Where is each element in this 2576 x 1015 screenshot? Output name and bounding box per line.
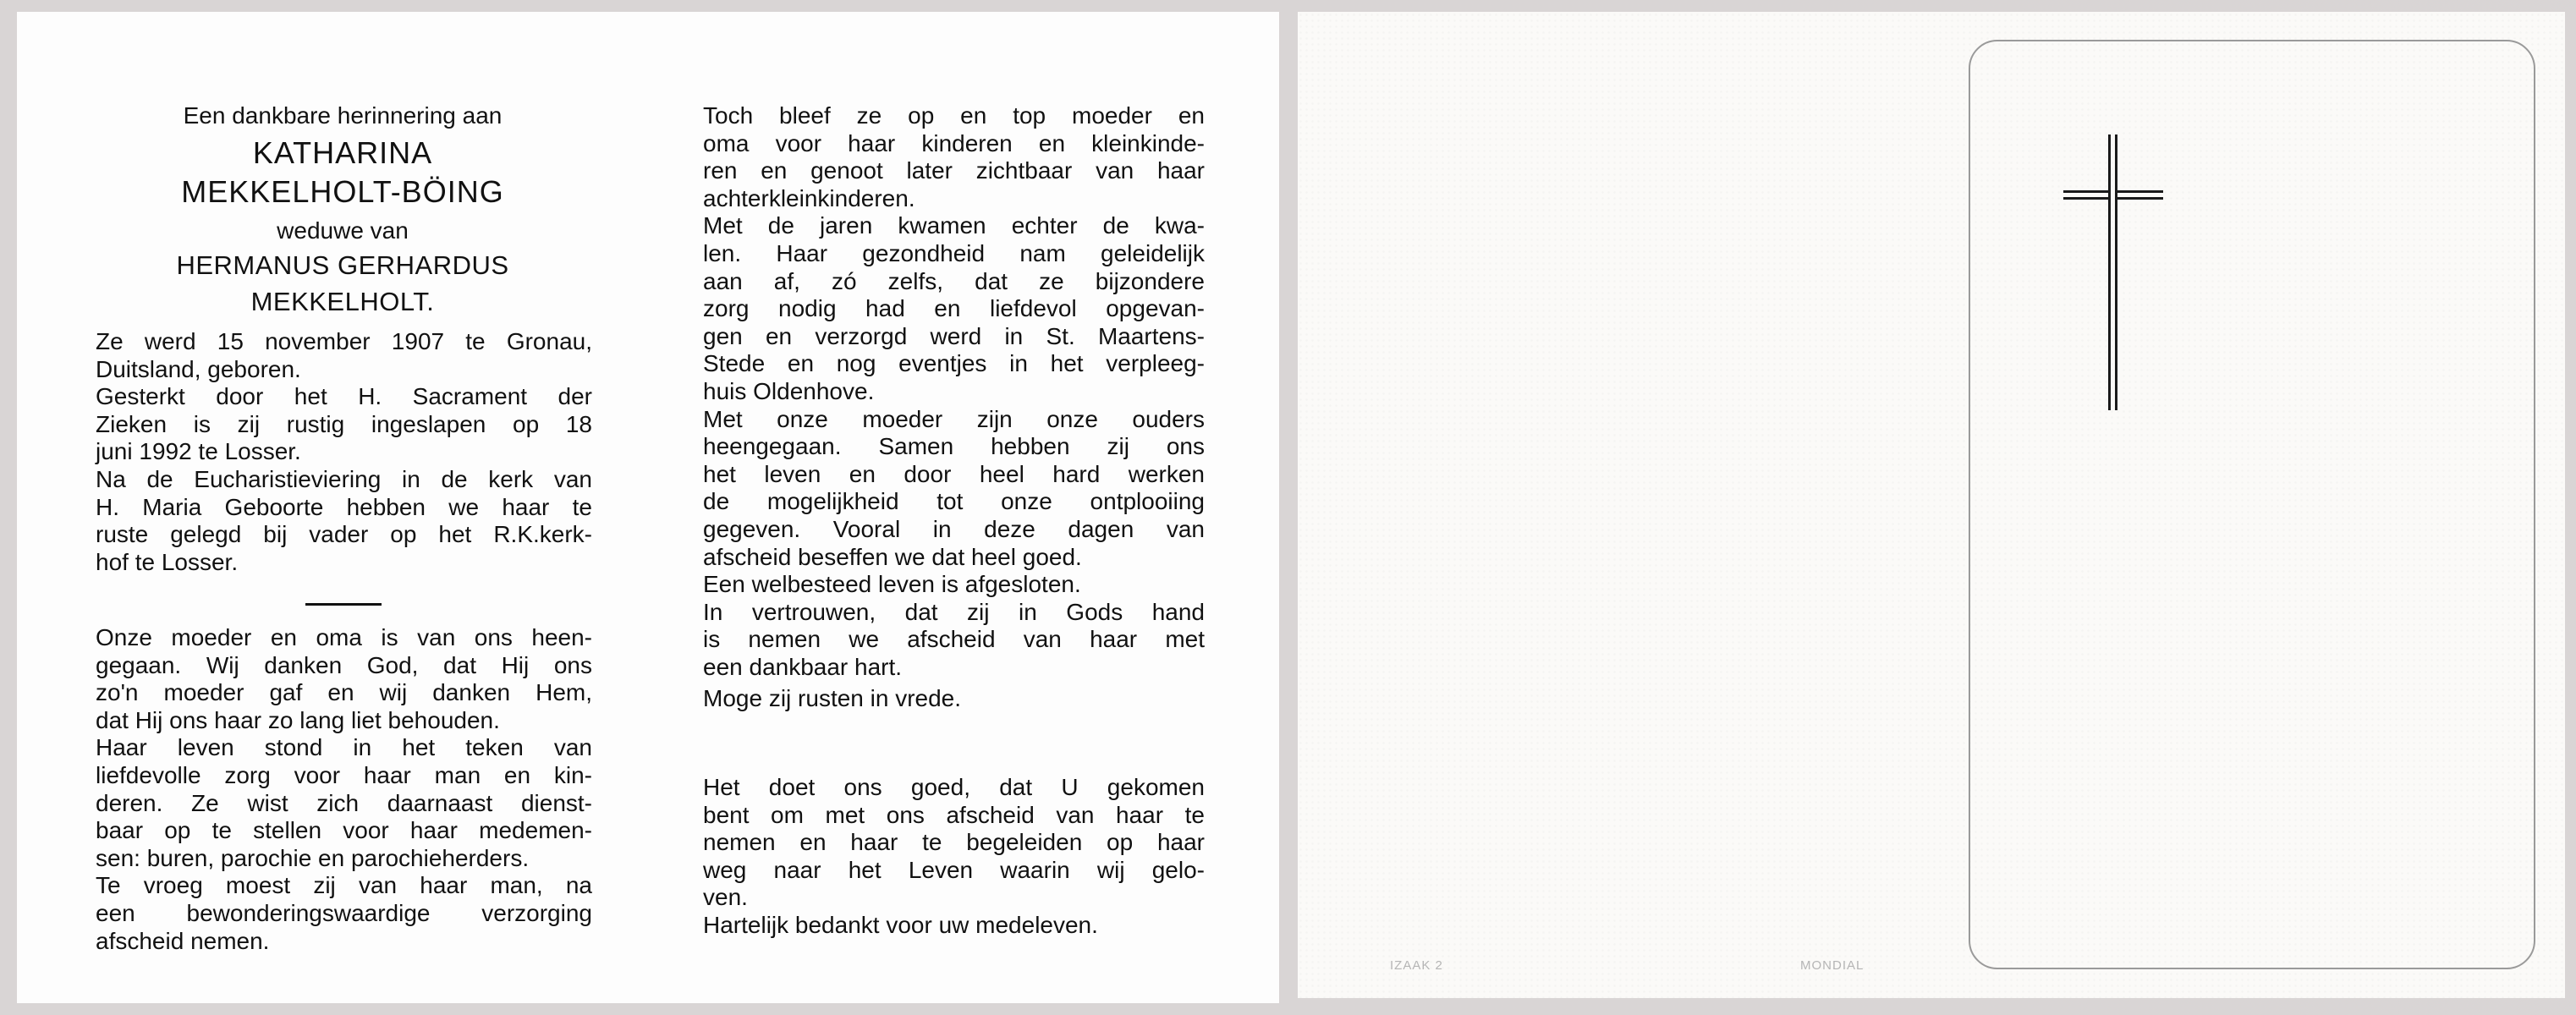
- text-line: aan af, zó zelfs, dat ze bijzondere: [703, 267, 1205, 294]
- text-line: Stede en nog eventjes in het verpleeg-: [703, 350, 1205, 377]
- text-line: H. Maria Geboorte hebben we haar te: [96, 493, 592, 520]
- text-line: ven.: [703, 884, 748, 911]
- text-line: Moge zij rusten in vrede.: [703, 685, 962, 711]
- text-line: liefdevolle zorg voor haar man en kin-: [96, 761, 592, 788]
- biography-paragraph: [96, 328, 592, 576]
- intro-line: Een dankbare herinnering aan: [183, 102, 503, 129]
- text-line: baar op te stellen voor haar medemen-: [96, 817, 592, 844]
- text-line: gegaan. Wij danken God, dat Hij ons: [96, 651, 592, 678]
- text-line: Na de Eucharistieviering in de kerk van: [96, 465, 592, 492]
- text-line: Zieken is zij rustig ingeslapen op 18: [96, 410, 592, 437]
- text-line: dat Hij ons haar zo lang liet behouden.: [96, 706, 500, 733]
- text-line: zo'n moeder gaf en wij danken Hem,: [96, 679, 592, 706]
- text-line: Ze werd 15 november 1907 te Gronau,: [96, 328, 592, 354]
- husband-given-names: HERMANUS GERHARDUS: [176, 250, 509, 280]
- text-line: afscheid nemen.: [96, 927, 270, 954]
- text-line: Gesterkt door het H. Sacrament der: [96, 383, 592, 410]
- imprint-right: MONDIAL: [1800, 958, 1865, 973]
- text-line: In vertrouwen, dat zij in Gods hand: [703, 598, 1205, 625]
- text-line: juni 1992 te Losser.: [96, 438, 301, 465]
- text-line: nemen en haar te begeleiden op haar: [703, 829, 1205, 856]
- later-life-paragraph: [703, 102, 1205, 681]
- text-line: Hartelijk bedankt voor uw medeleven.: [703, 911, 1098, 938]
- text-line: afscheid beseffen we dat heel goed.: [703, 543, 1082, 570]
- text-line: sen: buren, parochie en parochieherders.: [96, 844, 530, 871]
- text-line: gen en verzorgd werd in St. Maartens-: [703, 322, 1205, 349]
- text-line: gegeven. Vooral in deze dagen van: [703, 515, 1205, 542]
- text-line: ruste gelegd bij vader op het R.K.kerk-: [96, 521, 592, 548]
- text-line: heengegaan. Samen hebben zij ons: [703, 433, 1205, 460]
- text-line: deren. Ze wist zich daarnaast dienst-: [96, 789, 592, 816]
- text-line: len. Haar gezondheid nam geleidelijk: [703, 239, 1205, 266]
- text-line: oma voor haar kinderen en kleinkinde-: [703, 129, 1205, 156]
- card-border-frame: [1969, 40, 2535, 969]
- text-line: Onze moeder en oma is van ons heen-: [96, 624, 592, 650]
- deceased-first-name: KATHARINA: [252, 135, 433, 170]
- thanks-paragraph: [703, 774, 1205, 940]
- widow-of-line: weduwe van: [277, 217, 409, 244]
- text-line: een dankbaar hart.: [703, 653, 903, 680]
- deceased-surname: MEKKELHOLT-BÖING: [181, 174, 504, 209]
- tribute-paragraph: [96, 624, 592, 955]
- text-line: Toch bleef ze op en top moeder en: [703, 102, 1205, 129]
- text-line: Het doet ons goed, dat U gekomen: [703, 774, 1205, 800]
- text-line: Haar leven stond in het teken van: [96, 734, 592, 761]
- text-line: de mogelijkheid tot onze ontplooiing: [703, 488, 1205, 515]
- text-line: bent om met ons afscheid van haar te: [703, 801, 1205, 828]
- text-line: Een welbesteed leven is afgesloten.: [703, 571, 1081, 598]
- text-line: het leven en door heel hard werken: [703, 460, 1205, 487]
- text-line: een bewonderingswaardige verzorging: [96, 899, 592, 926]
- husband-surname: MEKKELHOLT.: [250, 287, 435, 316]
- text-line: zorg nodig had en liefdevol opgevan-: [703, 295, 1205, 322]
- text-line: Duitsland, geboren.: [96, 355, 301, 382]
- text-line: Met de jaren kwamen echter de kwa-: [703, 212, 1205, 239]
- text-line: Met onze moeder zijn onze ouders: [703, 405, 1205, 432]
- rest-in-peace-line: [703, 685, 1205, 713]
- text-line: hof te Losser.: [96, 548, 239, 575]
- text-line: huis Oldenhove.: [703, 377, 875, 404]
- text-line: achterkleinkinderen.: [703, 184, 915, 211]
- divider: [305, 603, 382, 606]
- imprint-left: IZAAK 2: [1390, 958, 1443, 973]
- text-line: ren en genoot later zichtbaar van haar: [703, 157, 1205, 184]
- text-line: is nemen we afscheid van haar met: [703, 626, 1205, 653]
- text-line: Te vroeg moest zij van haar man, na: [96, 872, 592, 899]
- text-line: weg naar het Leven waarin wij gelo-: [703, 856, 1205, 883]
